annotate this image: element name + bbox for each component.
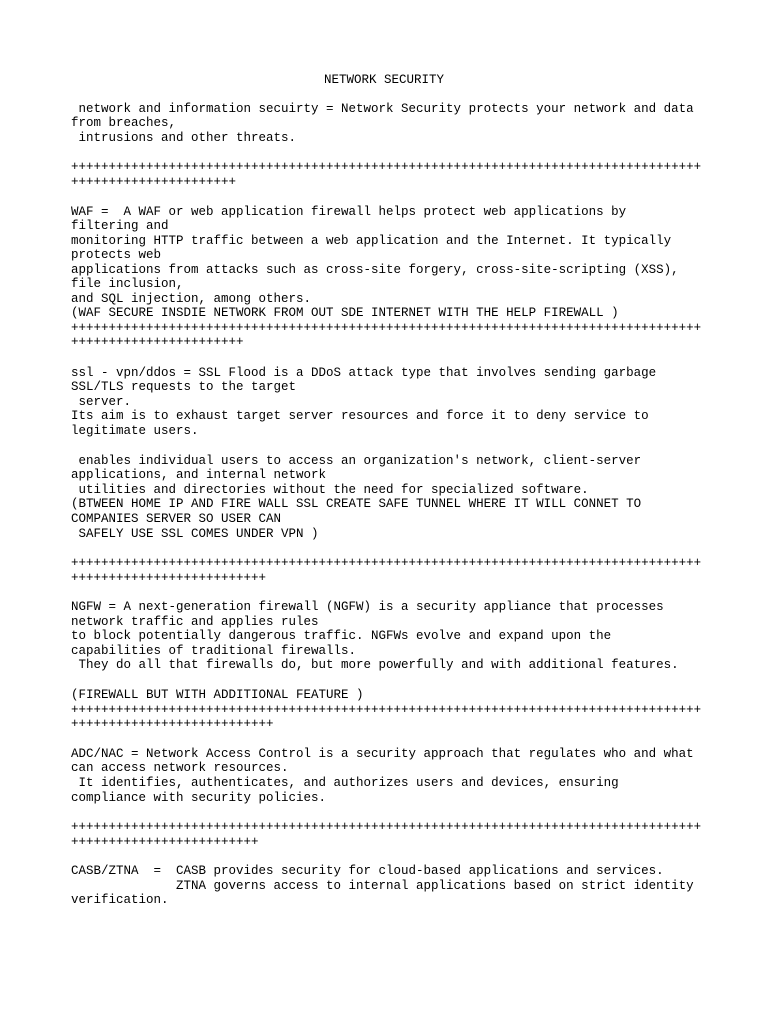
nac-line-3: It identifies, authenticates, and authorizes users and devices, ensuring (71, 776, 619, 790)
intro-line-1: network and information secuirty = Network Security protects your network and data (71, 102, 694, 116)
waf-line-1: WAF = A WAF or web application firewall helps protect web applications by (71, 205, 627, 219)
separator-line: +++++++++++++++++++++++ (71, 335, 244, 349)
ngfw-line-3: to block potentially dangerous traffic. NGFWs evolve and expand upon the (71, 629, 612, 643)
ngfw-note: (FIREWALL BUT WITH ADDITIONAL FEATURE ) (71, 688, 364, 702)
separator-line: ++++++++++++++++++++++++++++++++++++++++++++++++++++++++++++++++++++++++++++++++++++ (71, 820, 702, 834)
vpn-line-2: applications, and internal network (71, 468, 327, 482)
ngfw-line-2: network traffic and applies rules (71, 615, 319, 629)
separator-line: ++++++++++++++++++++++++++++++++++++++++++++++++++++++++++++++++++++++++++++++++++++ (71, 556, 702, 570)
vpn-note-3: SAFELY USE SSL COMES UNDER VPN ) (71, 527, 319, 541)
waf-line-3: monitoring HTTP traffic between a web application and the Internet. It typically (71, 234, 672, 248)
document-title: NETWORK SECURITY (323, 73, 445, 87)
nac-line-1: ADC/NAC = Network Access Control is a security approach that regulates who and what (71, 747, 694, 761)
ssl-line-2: SSL/TLS requests to the target (71, 380, 297, 394)
nac-line-2: can access network resources. (71, 761, 289, 775)
ngfw-line-4: capabilities of traditional firewalls. (71, 644, 357, 658)
waf-line-5: applications from attacks such as cross-site forgery, cross-site-scripting (XSS), (71, 263, 679, 277)
waf-note: (WAF SECURE INSDIE NETWORK FROM OUT SDE INTERNET WITH THE HELP FIREWALL ) (71, 306, 619, 320)
casb-line-1: CASB/ZTNA = CASB provides security for cloud-based applications and services. (71, 864, 664, 878)
separator-line: ++++++++++++++++++++++++++++++++++++++++++++++++++++++++++++++++++++++++++++++++++++ (71, 321, 702, 335)
ngfw-line-1: NGFW = A next-generation firewall (NGFW) is a security appliance that processes (71, 600, 664, 614)
vpn-line-3: utilities and directories without the need for specialized software. (71, 483, 589, 497)
waf-line-6: file inclusion, (71, 277, 184, 291)
waf-line-4: protects web (71, 248, 162, 262)
ssl-line-1: ssl - vpn/ddos = SSL Flood is a DDoS attack type that involves sending garbage (71, 366, 657, 380)
waf-line-2: filtering and (71, 219, 169, 233)
casb-line-2: ZTNA governs access to internal applications based on strict identity (71, 879, 694, 893)
intro-line-3: intrusions and other threats. (71, 131, 297, 145)
ssl-line-3: server. (71, 395, 132, 409)
vpn-note-2: COMPANIES SERVER SO USER CAN (71, 512, 282, 526)
ssl-line-5: legitimate users. (71, 424, 199, 438)
casb-line-3: verification. (71, 893, 169, 907)
separator-line: ++++++++++++++++++++++++++++++++++++++++++++++++++++++++++++++++++++++++++++++++++++ (71, 160, 702, 174)
separator-line: ++++++++++++++++++++++++++ (71, 571, 267, 585)
ngfw-line-5: They do all that firewalls do, but more powerfully and with additional features. (71, 658, 679, 672)
intro-line-2: from breaches, (71, 116, 177, 130)
separator-line: ++++++++++++++++++++++ (71, 175, 237, 189)
nac-line-4: compliance with security policies. (71, 791, 327, 805)
separator-line: +++++++++++++++++++++++++++ (71, 717, 274, 731)
separator-line: +++++++++++++++++++++++++ (71, 835, 259, 849)
waf-line-7: and SQL injection, among others. (71, 292, 312, 306)
separator-line: ++++++++++++++++++++++++++++++++++++++++++++++++++++++++++++++++++++++++++++++++++++ (71, 703, 702, 717)
ssl-line-4: Its aim is to exhaust target server resources and force it to deny service to (71, 409, 649, 423)
vpn-line-1: enables individual users to access an organization's network, client-server (71, 454, 642, 468)
vpn-note-1: (BTWEEN HOME IP AND FIRE WALL SSL CREATE SAFE TUNNEL WHERE IT WILL CONNET TO (71, 497, 642, 511)
